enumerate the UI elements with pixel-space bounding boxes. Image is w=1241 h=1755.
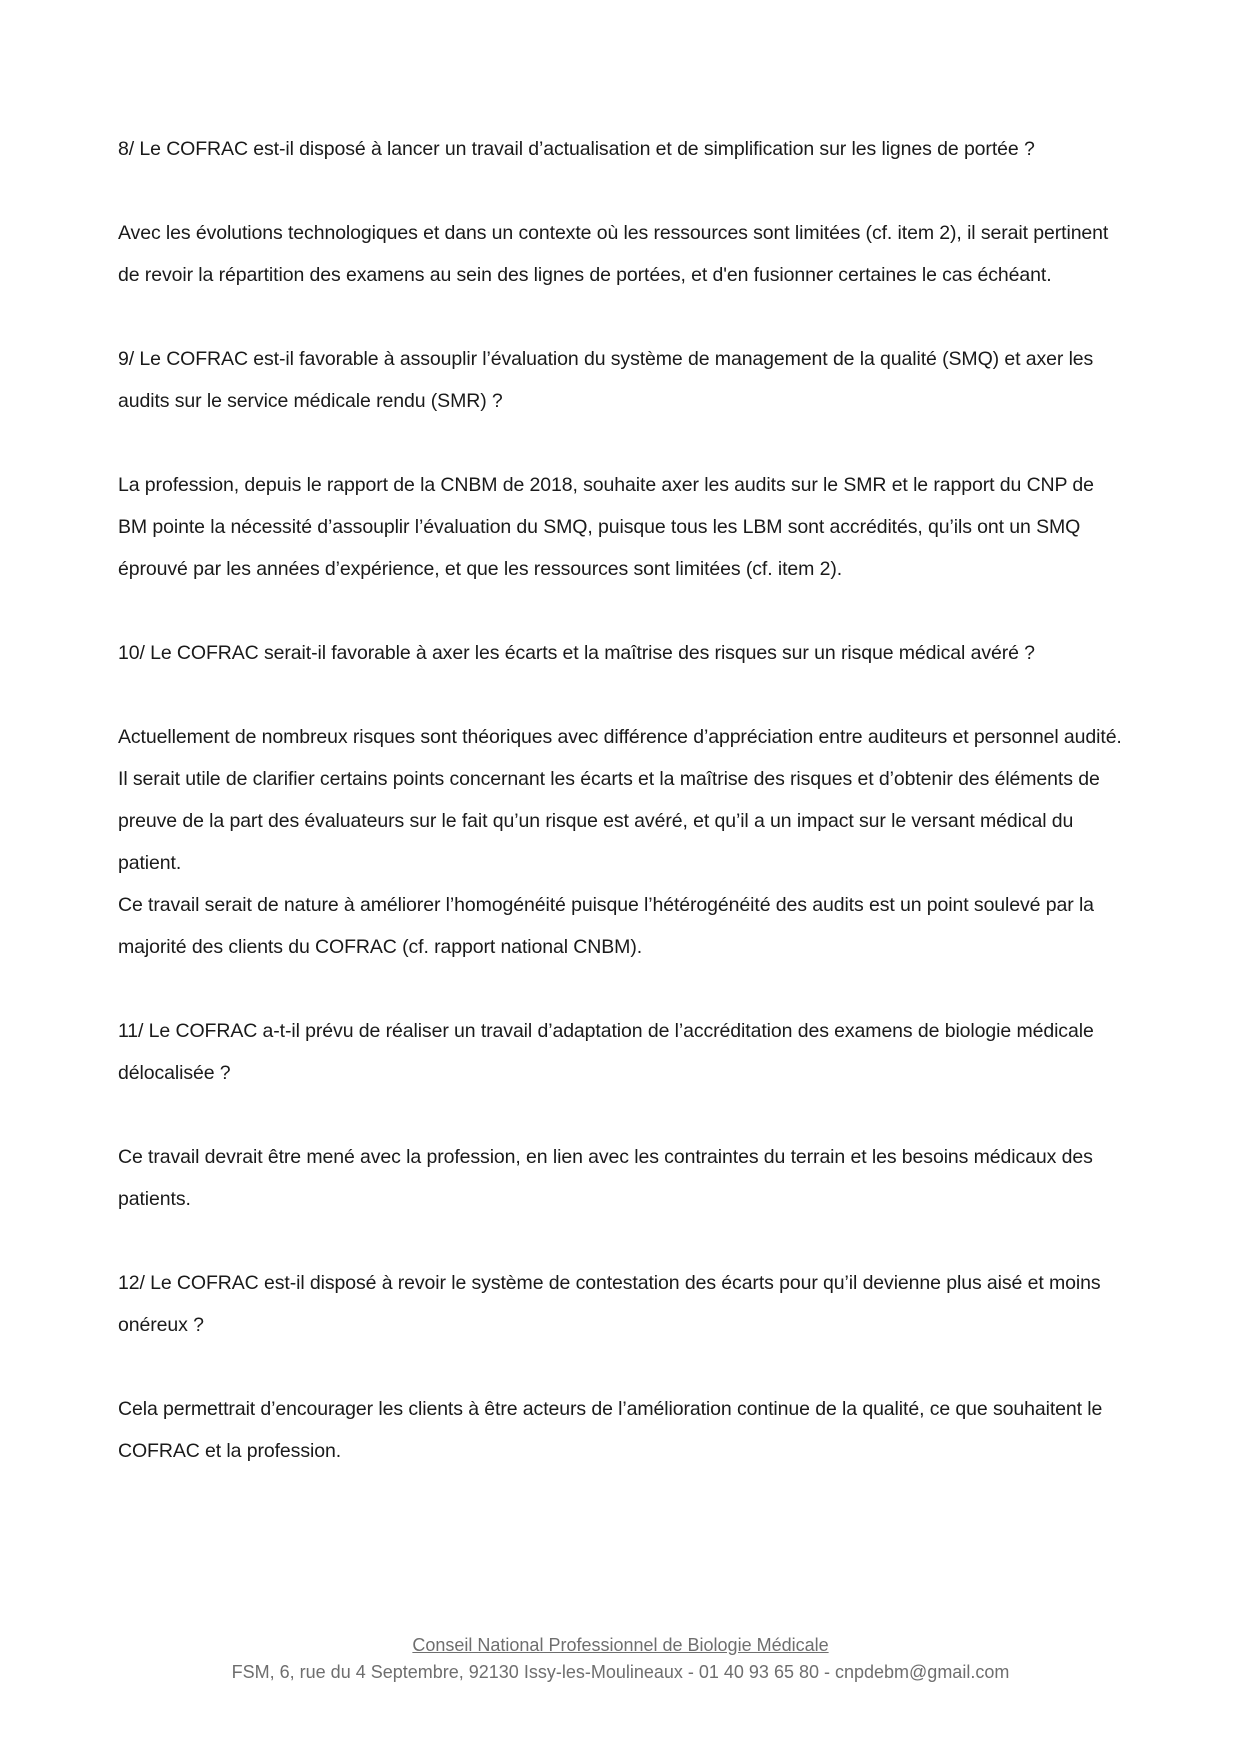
footer-organization: Conseil National Professionnel de Biologie Médicale (412, 1635, 829, 1655)
answer-10-part-2: Ce travail serait de nature à améliorer l’homogénéité puisque l’hétérogénéité des audits est un point soulevé par la majorité des clients du COFRAC (cf. rapport national CNBM). (118, 894, 1094, 958)
answer-11: Ce travail devrait être mené avec la profession, en lien avec les contraintes du terrain et les besoins médicaux des patients. (118, 1146, 1093, 1210)
answer-8: Avec les évolutions technologiques et dans un contexte où les ressources sont limitées (cf. item 2), il serait pertinent de revoir la répartition des examens au sein des lignes de portées, et d'en fusionner certaines le cas échéant. (118, 222, 1109, 286)
question-11: 11/ Le COFRAC a-t-il prévu de réaliser un travail d’adaptation de l’accréditation des examens de biologie médicale délocalisée ? (118, 1020, 1094, 1084)
document-body (118, 128, 1128, 1472)
question-8: 8/ Le COFRAC est-il disposé à lancer un travail d’actualisation et de simplification sur les lignes de portée ? (118, 138, 1035, 160)
page-footer (0, 1632, 1241, 1686)
answer-12: Cela permettrait d’encourager les clients à être acteurs de l’amélioration continue de la qualité, ce que souhaitent le COFRAC et la profession. (118, 1398, 1103, 1462)
question-10: 10/ Le COFRAC serait-il favorable à axer les écarts et la maîtrise des risques sur un risque médical avéré ? (118, 642, 1035, 664)
question-12: 12/ Le COFRAC est-il disposé à revoir le système de contestation des écarts pour qu’il devienne plus aisé et moins onéreux ? (118, 1272, 1101, 1336)
answer-10-part-1: Actuellement de nombreux risques sont théoriques avec différence d’appréciation entre auditeurs et personnel audité. Il serait utile de clarifier certains points concernant les écarts et la maîtrise des risques et d’obtenir des éléments de preuve de la part des évaluateurs sur le fait qu’un risque est avéré, et qu’il a un impact sur le versant médical du patient. (118, 726, 1122, 874)
footer-contact: FSM, 6, rue du 4 Septembre, 92130 Issy-les-Moulineaux - 01 40 93 65 80 - cnpdebm@gmail.com (231, 1662, 1010, 1682)
question-9: 9/ Le COFRAC est-il favorable à assouplir l’évaluation du système de management de la qualité (SMQ) et axer les audits sur le service médicale rendu (SMR) ? (118, 348, 1094, 412)
answer-9: La profession, depuis le rapport de la CNBM de 2018, souhaite axer les audits sur le SMR et le rapport du CNP de BM pointe la nécessité d’assouplir l’évaluation du SMQ, puisque tous les LBM sont accrédités, qu’ils ont un SMQ éprouvé par les années d’expérience, et que les ressources sont limitées (cf. item 2). (118, 474, 1094, 580)
